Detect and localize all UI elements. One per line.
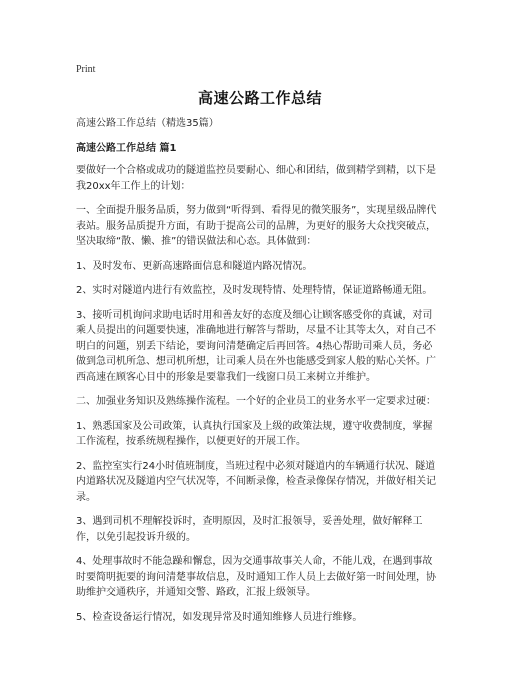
paragraph-item-2b: 2、监控室实行24小时值班制度，当班过程中必须对隧道内的车辆通行状况、隧道内道路状况及隧道内空气状况等，不间断录像，检查录像保存情况，并做好相关记录。 xyxy=(76,460,436,503)
paragraph-item-5b: 5、检查设备运行情况，如发现异常及时通知维修人员进行维修。 xyxy=(76,611,363,623)
paragraph-intro: 要做好一个合格或成功的隧道监控员要耐心、细心和团结，做到精学到精，以下是我20xx年工作上的计划： xyxy=(76,165,436,192)
paragraph-item-1b: 1、熟悉国家及公司政策，认真执行国家及上级的政策法规，遵守收费制度，掌握工作流程，按系统规程操作，以便更好的开展工作。 xyxy=(76,420,433,447)
paragraph-item-1: 1、及时发布、更新高速路面信息和隧道内路况情况。 xyxy=(76,260,313,272)
paragraph-business-knowledge: 二、加强业务知识及熟练操作流程。一个好的企业员工的业务水平一定要求过硬： xyxy=(76,396,436,407)
paragraph-item-3b: 3、遇到司机不理解投诉时，查明原因，及时汇报领导，妥善处理，做好解释工作，以免引起投诉升级的。 xyxy=(76,516,423,543)
document-body xyxy=(76,116,442,634)
document-subtitle: 高速公路工作总结（精选35篇） xyxy=(76,118,219,129)
print-link[interactable]: Print xyxy=(76,64,96,75)
paragraph-item-2: 2、实时对隧道内进行有效监控，及时发现特情、处理特情，保证道路畅通无阻。 xyxy=(76,285,433,296)
paragraph-service-quality: 一、全面提升服务品质，努力做到“听得到、看得见的微笑服务”，实现星级品牌代表站。服务品质提升方面，有助于提高公司的品牌，为更好的服务大众找突破点，坚决取缔“散、懒、推”的错误做法和心态。具体做到： xyxy=(76,205,437,247)
paragraph-item-3: 3、接听司机询问求助电话时用和善友好的态度及细心让顾客感受你的真诚，对司乘人员提出的问题要快速，准确地进行解答与帮助，尽量不让其等太久，对自己不明白的问题，别丢下结论，要询问清楚确定后再回答。4热心帮助司乘人员，务必做到急司机所急、想司机所想，让司乘人员在外也能感受到家人般的贴心关怀。广西高速在顾客心目中的形象是要靠我们一线窗口员工来树立并维护。 xyxy=(76,309,436,383)
paragraph-item-4b: 4、处理事故时不能急躁和懈怠，因为交通事故事关人命，不能儿戏，在遇到事故时要简明扼要的询问清楚事故信息，及时通知工作人员上去做好第一时间处理，协助维护交通秩序，并通知交警、路政，汇报上级领导。 xyxy=(76,556,436,598)
section-heading: 高速公路工作总结 篇1 xyxy=(76,142,177,154)
page-title: 高速公路工作总结 xyxy=(197,89,322,107)
